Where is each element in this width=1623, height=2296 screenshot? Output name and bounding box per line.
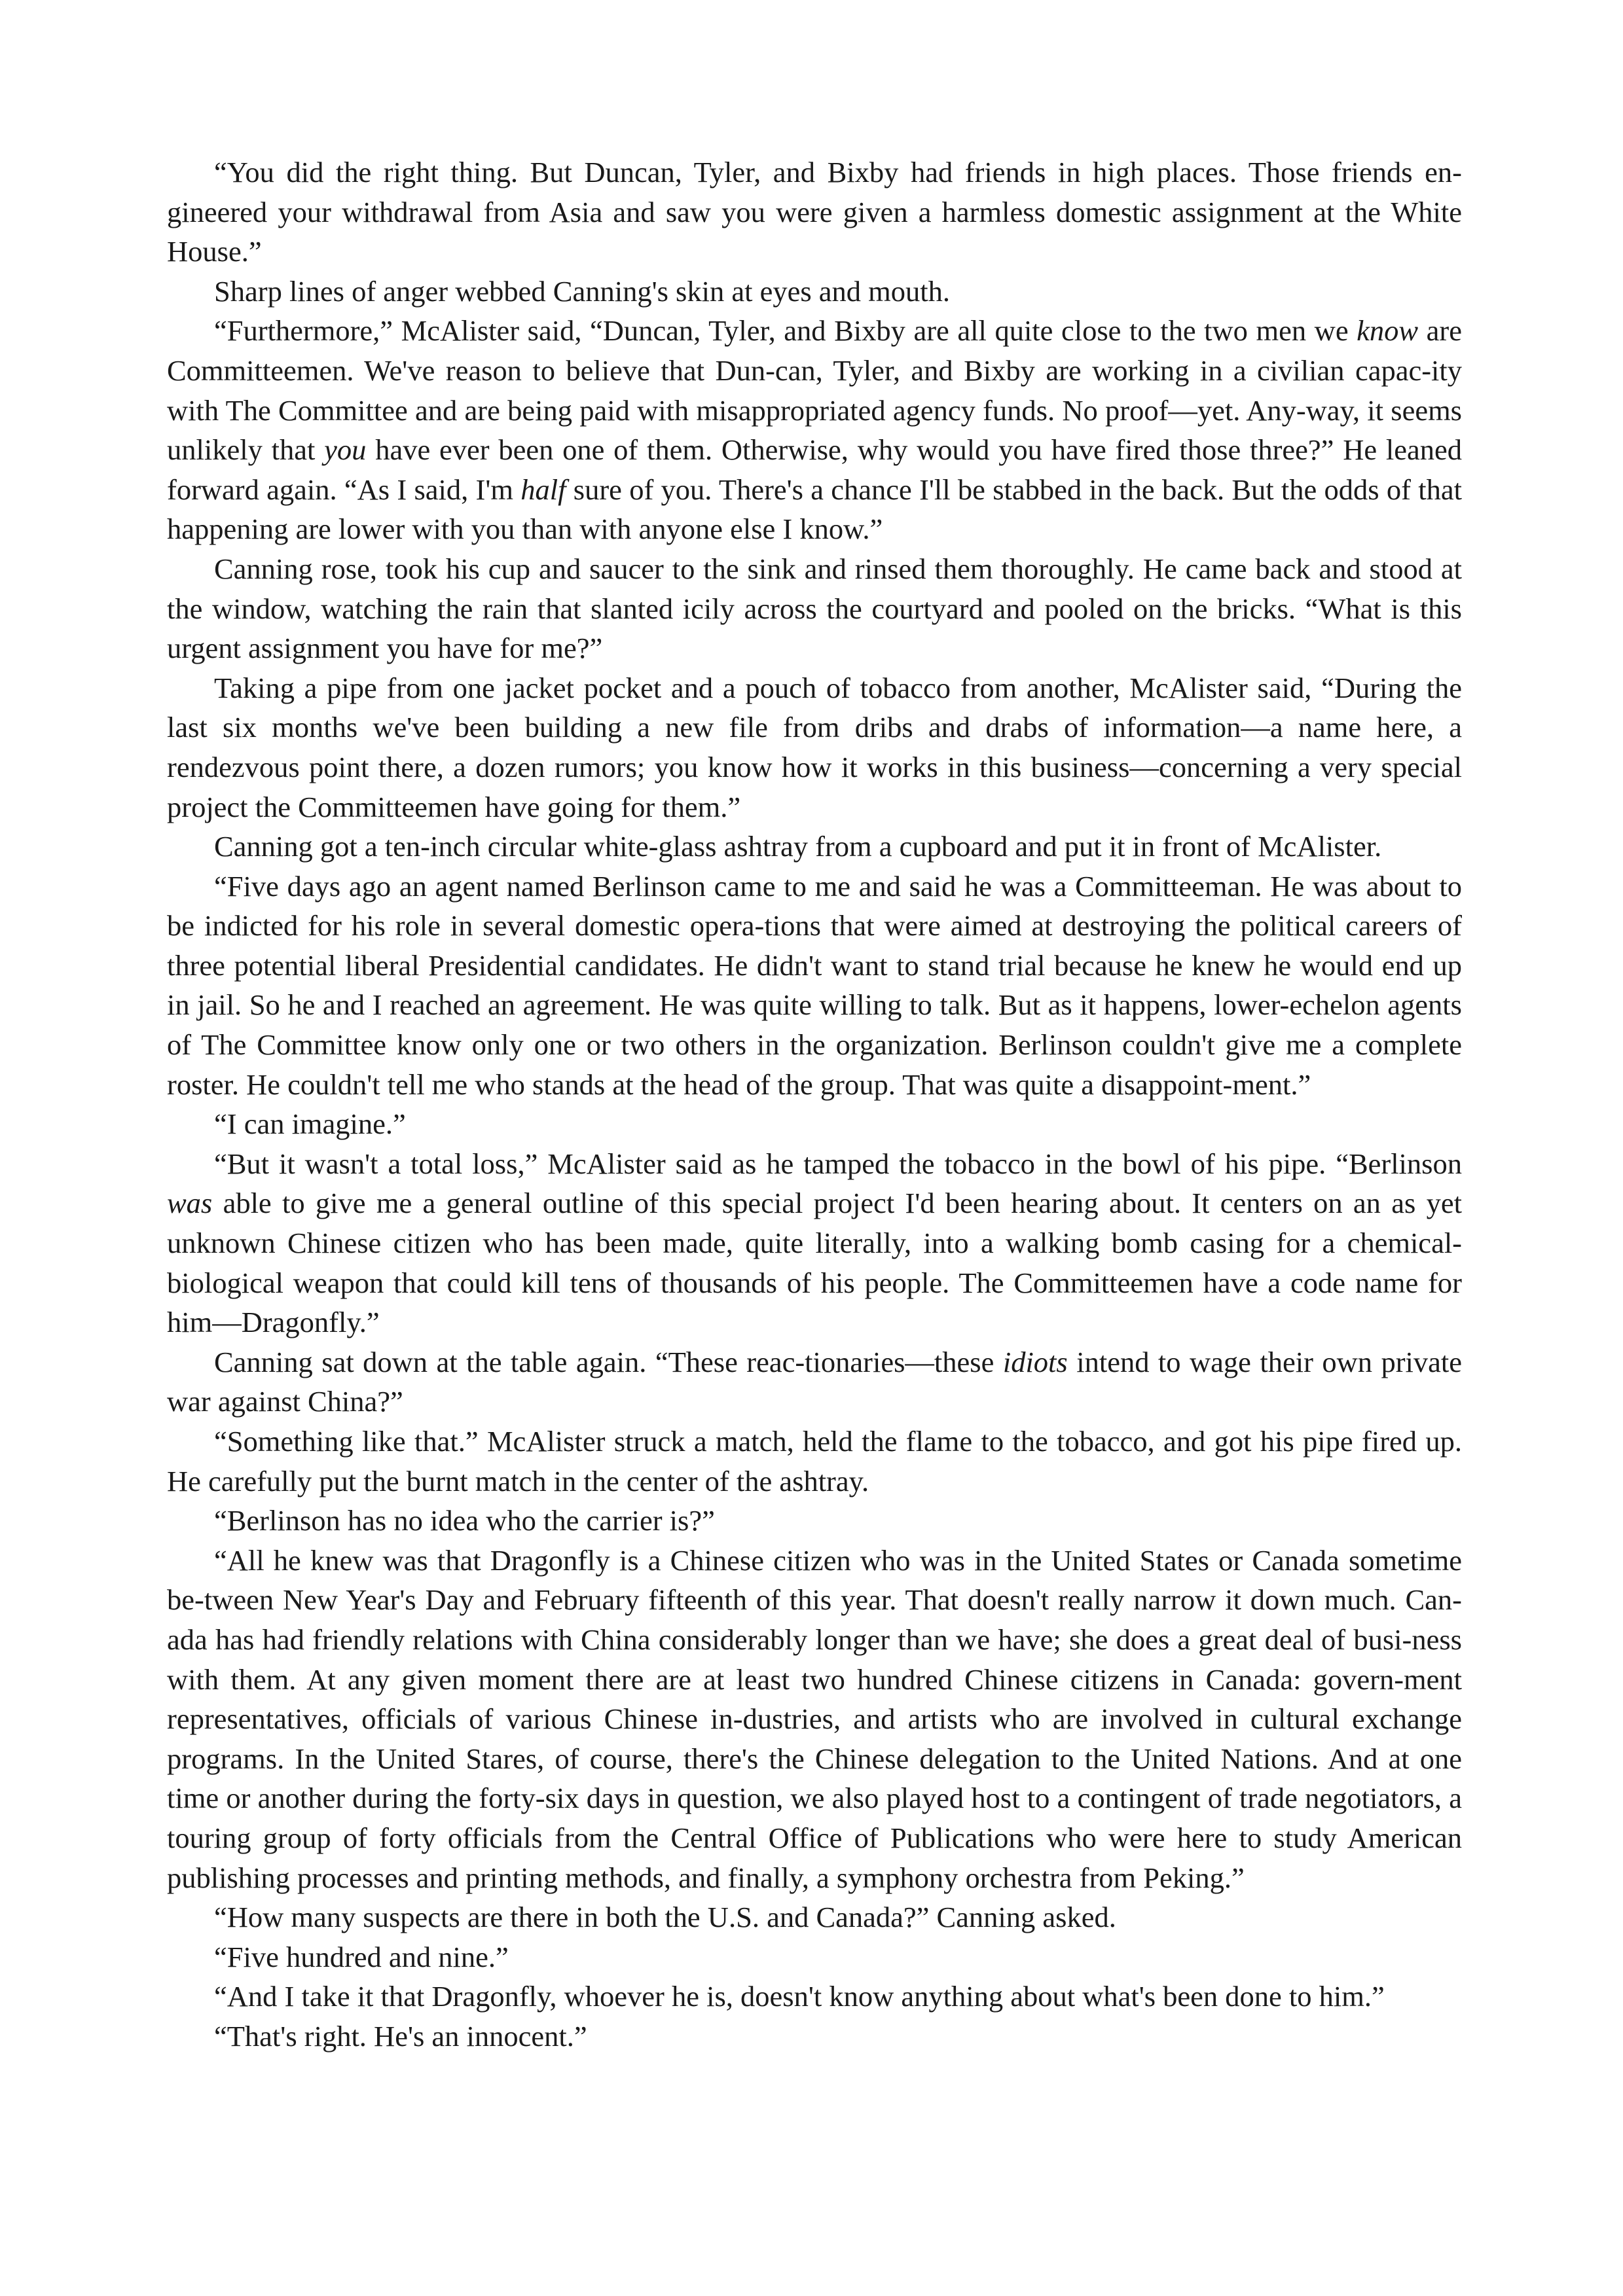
paragraph	[167, 311, 1462, 549]
text-run: are Committeemen. We've reason to believe that Dun-can, Tyler, and Bixby are working in a civilian capac-ity with The Committee and are being paid with misappropriated agency funds. No proof—yet. Any-way, it seems unlikely that	[167, 314, 1462, 467]
text-run: Taking a pipe from one jacket pocket and a pouch of tobacco from another, McAlister said, “During the last six months we've been building a new file from dribs and drabs of information—a name here, a rendezvous point there, a dozen rumors; you know how it works in this business—concerning a very special project the Committeemen have going for them.”	[167, 671, 1462, 823]
italic-text: you	[324, 433, 367, 467]
paragraph	[167, 1422, 1462, 1501]
paragraph	[167, 1501, 1462, 1541]
text-run: have ever been one of them. Otherwise, why would you have fired those three?” He leaned forward again. “As I said, I'm	[167, 433, 1462, 506]
text-run: “I can imagine.”	[214, 1107, 406, 1141]
paragraph	[167, 152, 1462, 272]
paragraph	[167, 827, 1462, 867]
paragraph	[167, 1541, 1462, 1897]
text-run: “Berlinson has no idea who the carrier is?”	[214, 1504, 715, 1537]
italic-text: half	[520, 473, 566, 506]
text-run: “That's right. He's an innocent.”	[214, 2019, 587, 2053]
paragraph	[167, 1937, 1462, 1977]
paragraph	[167, 668, 1462, 827]
italic-text: was	[167, 1187, 213, 1220]
text-run: Canning sat down at the table again. “These reac-tionaries—these	[214, 1345, 1003, 1378]
paragraph	[167, 2017, 1462, 2056]
text-run: “All he knew was that Dragonfly is a Chinese citizen who was in the United States or Canada sometime be-tween New Year's Day and February fifteenth of this year. That doesn't really narrow it down much. Can-ada has had friendly relations with China considerably longer than we have; she does a great deal of busi-ness with them. At any given moment there are at least two hundred Chinese citizens in Canada: govern-ment representatives, officials of various Chinese in-dustries, and artists who are involved in cultural exchange programs. In the United Stares, of course, there's the Chinese delegation to the United Nations. And at one time or another during the forty-six days in question, we also played host to a contingent of trade negotiators, a touring group of forty officials from the Central Office of Publications who were here to study American publishing processes and printing methods, and finally, a symphony orchestra from Peking.”	[167, 1543, 1462, 1894]
text-run: “Five hundred and nine.”	[214, 1940, 509, 1973]
paragraph	[167, 272, 1462, 312]
paragraph	[167, 1897, 1462, 1937]
body-text	[167, 152, 1462, 2056]
italic-text: idiots	[1002, 1345, 1068, 1378]
text-run: Sharp lines of anger webbed Canning's skin at eyes and mouth.	[214, 274, 950, 308]
text-run: “Furthermore,” McAlister said, “Duncan, Tyler, and Bixby are all quite close to the two men we	[214, 314, 1357, 348]
text-run: “But it wasn't a total loss,” McAlister said as he tamped the tobacco in the bowl of his pipe. “Berlinson	[214, 1147, 1462, 1180]
text-run: intend to wage their own private war against China?”	[167, 1345, 1463, 1418]
italic-text: know	[1357, 314, 1419, 348]
text-run: “And I take it that Dragonfly, whoever he is, doesn't know anything about what's been done to him.”	[214, 1980, 1385, 2013]
text-run: Canning got a ten-inch circular white-glass ashtray from a cupboard and put it in front of McAlister.	[214, 830, 1382, 863]
text-run: “Something like that.” McAlister struck a match, held the flame to the tobacco, and got his pipe fired up. He carefully put the burnt match in the center of the ashtray.	[167, 1425, 1462, 1498]
text-run: Canning rose, took his cup and saucer to the sink and rinsed them thoroughly. He came back and stood at the window, watching the rain that slanted icily across the courtyard and pooled on the bricks. “What is this urgent assignment you have for me?”	[167, 552, 1462, 665]
paragraph	[167, 549, 1462, 668]
text-run: sure of you. There's a chance I'll be stabbed in the back. But the odds of that happening are lower with you than with anyone else I know.”	[167, 473, 1462, 546]
text-run: “How many suspects are there in both the U.S. and Canada?” Canning asked.	[214, 1901, 1116, 1934]
paragraph	[167, 1977, 1462, 2017]
paragraph	[167, 1104, 1462, 1144]
paragraph	[167, 1144, 1462, 1342]
paragraph	[167, 1342, 1462, 1422]
paragraph	[167, 867, 1462, 1105]
text-run: “Five days ago an agent named Berlinson came to me and said he was a Committeeman. He was about to be indicted for his role in several domestic opera-tions that were aimed at destroying the political careers of three potential liberal Presidential candidates. He didn't want to stand trial because he knew he would end up in jail. So he and I reached an agreement. He was quite willing to talk. But as it happens, lower-echelon agents of The Committee know only one or two others in the organization. Berlinson couldn't give me a complete roster. He couldn't tell me who stands at the head of the group. That was quite a disappoint-ment.”	[167, 869, 1462, 1101]
text-run: able to give me a general outline of this special project I'd been hearing about. It centers on an as yet unknown Chinese citizen who has been made, quite literally, into a walking bomb casing for a chemical-biological weapon that could kill tens of thousands of his people. The Committeemen have a code name for him—Dragonfly.”	[167, 1187, 1462, 1339]
text-run: “You did the right thing. But Duncan, Tyler, and Bixby had friends in high places. Those friends en-gineered your withdrawal from Asia and saw you were given a harmless domestic assignment at the White House.”	[167, 156, 1462, 268]
